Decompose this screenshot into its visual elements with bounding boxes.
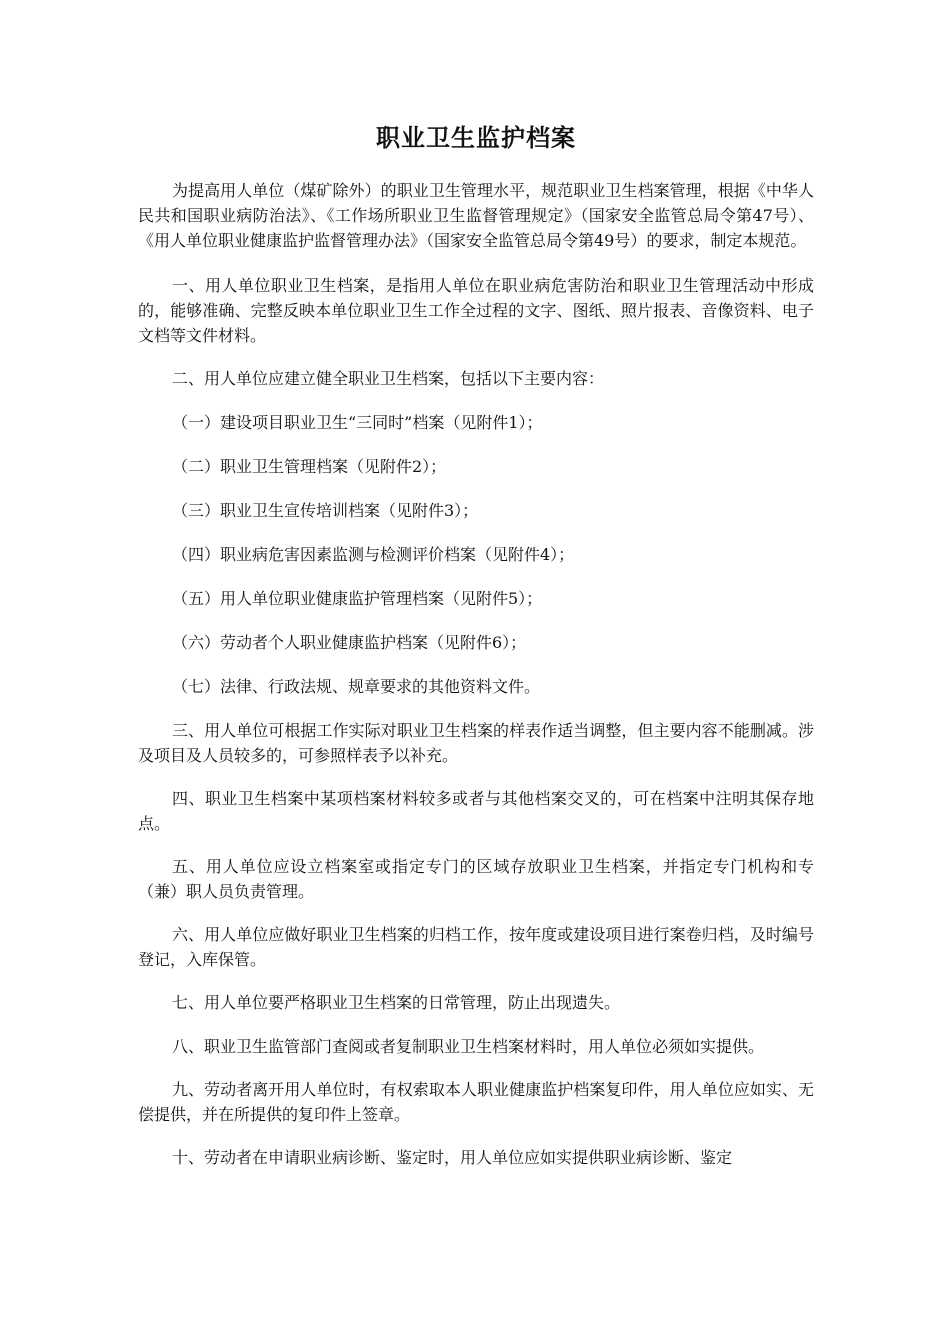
list-item: （四）职业病危害因素监测与检测评价档案（见附件4）；	[172, 545, 575, 564]
list-item: （三）职业卫生宣传培训档案（见附件3）；	[172, 501, 479, 520]
list-item: （七）法律、行政法规、规章要求的其他资料文件。	[172, 677, 541, 696]
document-title: 职业卫生监护档案	[376, 124, 576, 152]
list-item: （五）用人单位职业健康监护管理档案（见附件5）；	[172, 589, 543, 608]
article-1-paragraph: 一、用人单位职业卫生档案，是指用人单位在职业病危害防治和职业卫生管理活动中形成的，能够准确、完整反映本单位职业卫生工作全过程的文字、图纸、照片报表、音像资料、电子文档等文件材料。	[138, 276, 814, 345]
article-8-paragraph: 八、职业卫生监管部门查阅或者复制职业卫生档案材料时，用人单位必须如实提供。	[172, 1037, 765, 1056]
document-page	[138, 118, 814, 1188]
article-2-paragraph: 二、用人单位应建立健全职业卫生档案，包括以下主要内容：	[172, 369, 605, 388]
list-item: （二）职业卫生管理档案（见附件2）；	[172, 457, 447, 476]
article-9-paragraph: 九、劳动者离开用人单位时，有权索取本人职业健康监护档案复印件，用人单位应如实、无偿提供，并在所提供的复印件上签章。	[138, 1080, 814, 1124]
intro-paragraph: 为提高用人单位（煤矿除外）的职业卫生管理水平，规范职业卫生档案管理，根据《中华人民共和国职业病防治法》、《工作场所职业卫生监督管理规定》（国家安全监管总局令第47号）、《用人单位职业健康监护监督管理办法》（国家安全监管总局令第49号）的要求，制定本规范。	[138, 181, 814, 250]
article-7-paragraph: 七、用人单位要严格职业卫生档案的日常管理，防止出现遗失。	[172, 993, 621, 1012]
article-5-paragraph: 五、用人单位应设立档案室或指定专门的区域存放职业卫生档案，并指定专门机构和专（兼）职人员负责管理。	[138, 857, 814, 901]
list-item: （六）劳动者个人职业健康监护档案（见附件6）；	[172, 633, 527, 652]
article-3-paragraph: 三、用人单位可根据工作实际对职业卫生档案的样表作适当调整，但主要内容不能删减。涉及项目及人员较多的，可参照样表予以补充。	[138, 721, 814, 765]
article-4-paragraph: 四、职业卫生档案中某项档案材料较多或者与其他档案交叉的，可在档案中注明其保存地点。	[138, 789, 814, 833]
article-10-paragraph: 十、劳动者在申请职业病诊断、鉴定时，用人单位应如实提供职业病诊断、鉴定	[172, 1148, 733, 1167]
list-item: （一）建设项目职业卫生“三同时”档案（见附件1）；	[172, 413, 543, 432]
article-6-paragraph: 六、用人单位应做好职业卫生档案的归档工作，按年度或建设项目进行案卷归档，及时编号登记，入库保管。	[138, 925, 814, 969]
